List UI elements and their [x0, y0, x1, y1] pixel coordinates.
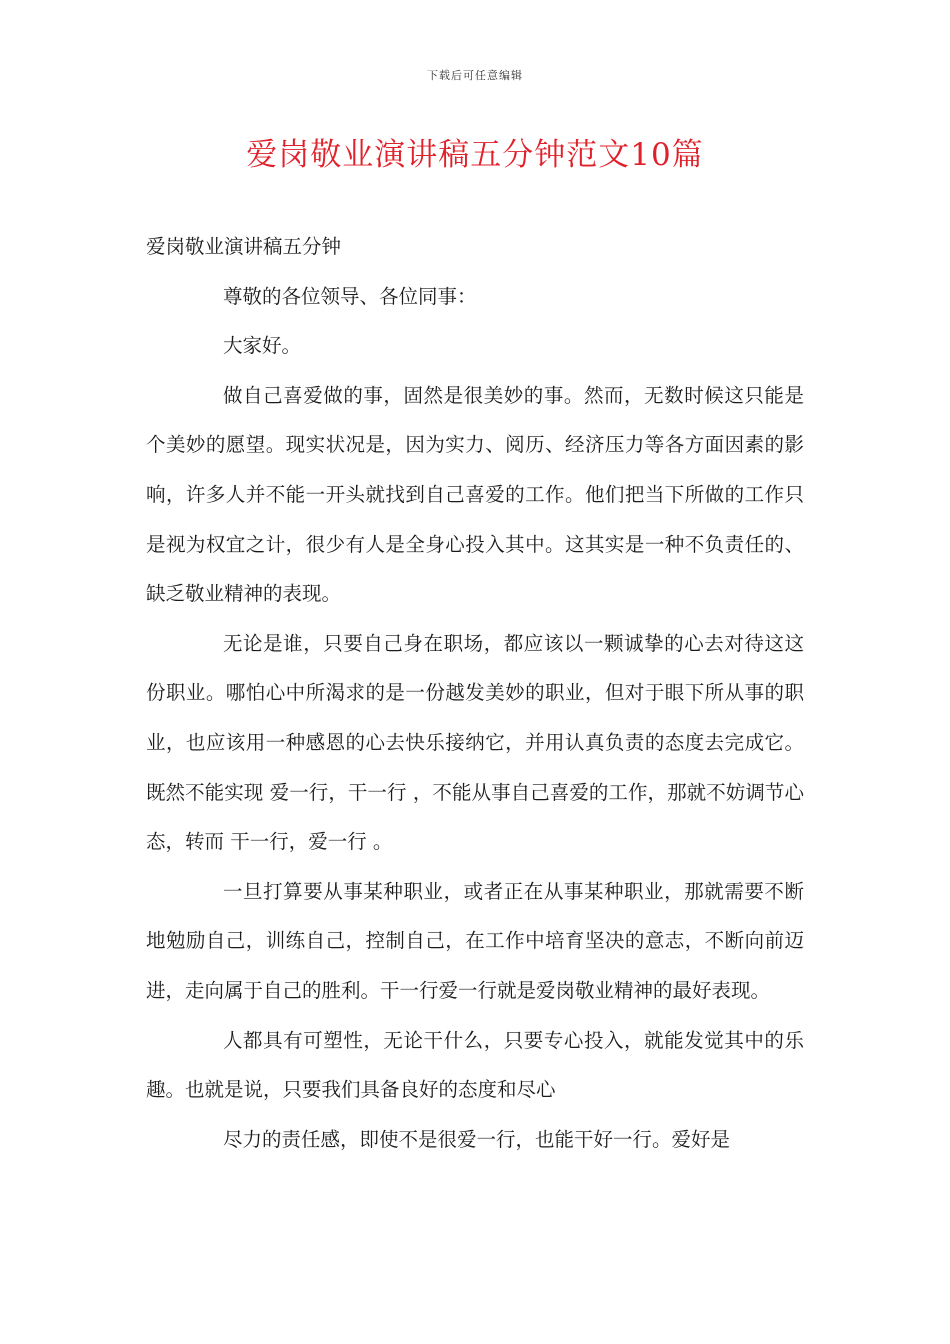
document-body: [146, 222, 804, 1164]
document-title: 爱岗敬业演讲稿五分钟范文10篇: [246, 137, 704, 173]
body-paragraph: 无论是谁，只要自己身在职场，都应该以一颗诚挚的心去对待这这份职业。哪怕心中所渴求的是一份越发美妙的职业，但对于眼下所从事的职业，也应该用一种感恩的心去快乐接纳它，并用认真负责的态度去完成它。既然不能实现 爱一行，干一行 ，不能从事自己喜爱的工作，那就不妨调节心态，转而 干一行，爱一行 。: [146, 631, 804, 854]
body-paragraph: 人都具有可塑性，无论干什么，只要专心投入，就能发觉其中的乐趣。也就是说，只要我们具备良好的态度和尽心: [146, 1028, 804, 1102]
subtitle-paragraph: 爱岗敬业演讲稿五分钟: [146, 235, 342, 258]
header-note: 下载后可任意编辑: [427, 69, 523, 82]
body-paragraph: 尽力的责任感，即使不是很爱一行，也能干好一行。爱好是: [223, 1127, 731, 1151]
greeting-paragraph: 大家好。: [223, 334, 302, 358]
body-paragraph: 一旦打算要从事某种职业，或者正在从事某种职业，那就需要不断地勉励自己，训练自己，控制自己，在工作中培育坚决的意志，不断向前迈进，走向属于自己的胜利。干一行爱一行就是爱岗敬业精神的最好表现。: [146, 879, 804, 1002]
body-paragraph: 做自己喜爱做的事，固然是很美妙的事。然而，无数时候这只能是个美妙的愿望。现实状况是，因为实力、阅历、经济压力等各方面因素的影响，许多人并不能一开头就找到自己喜爱的工作。他们把当下所做的工作只是视为权宜之计，很少有人是全身心投入其中。这其实是一种不负责任的、缺乏敬业精神的表现。: [146, 383, 804, 606]
salutation-paragraph: 尊敬的各位领导、各位同事：: [223, 284, 477, 308]
